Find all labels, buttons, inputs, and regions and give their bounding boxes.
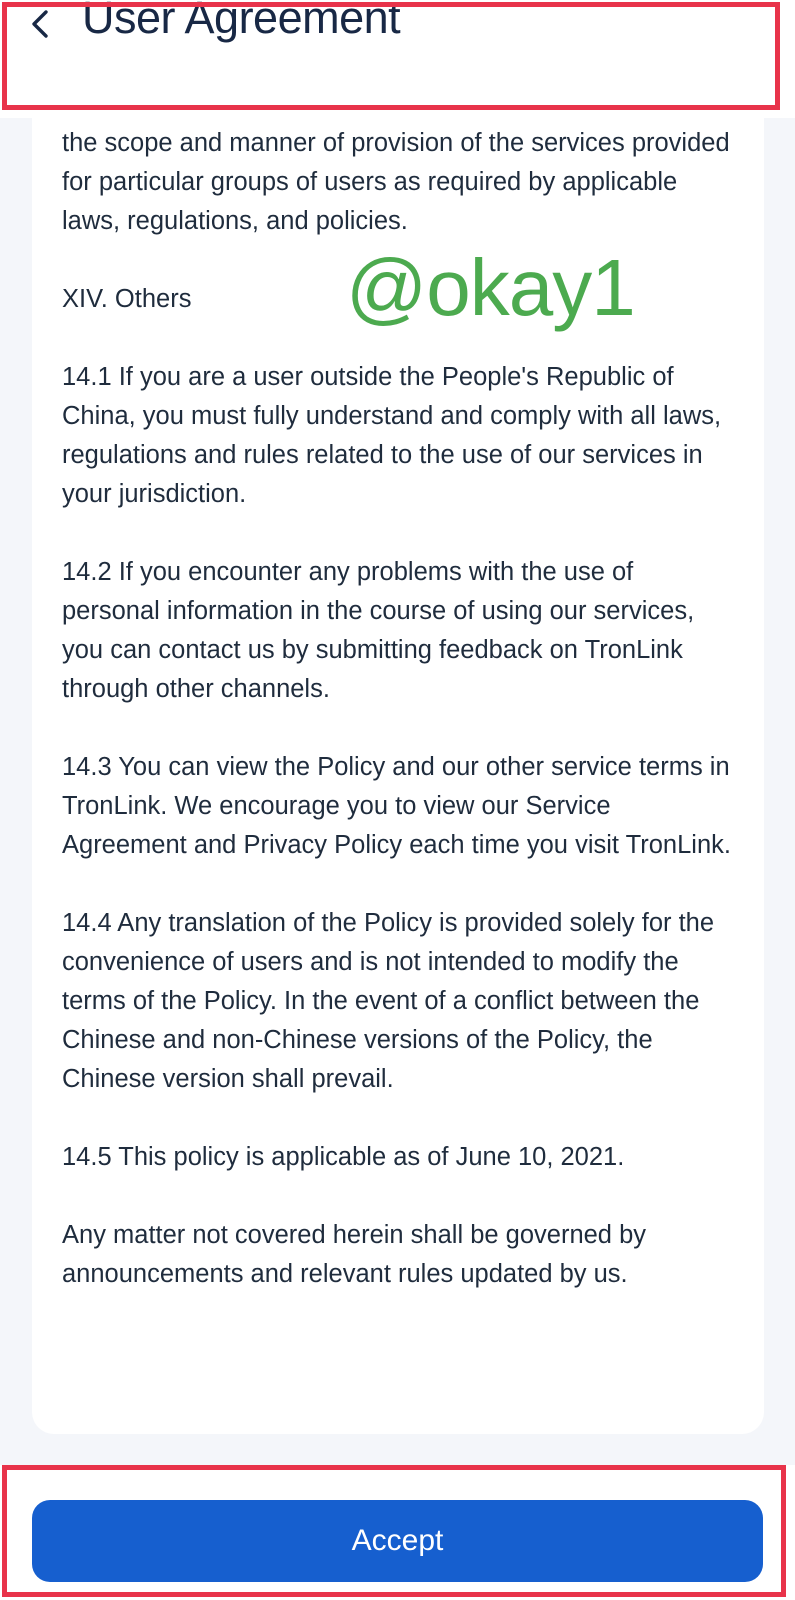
accept-button[interactable]: Accept (32, 1500, 763, 1582)
agreement-paragraph: Any matter not covered herein shall be governed by announcements and relevant rules updated by us. (62, 1221, 647, 1288)
section-heading: XIV. Others (62, 285, 192, 313)
agreement-paragraph: 14.2 If you encounter any problems with the use of personal information in the course of using our services, you can contact us by submitting feedback on TronLink through other channels. (62, 558, 695, 703)
page-title: User Agreement (82, 0, 401, 43)
agreement-paragraph: the scope and manner of provision of the services provided for particular groups of users as required by applicable laws, regulations, and policies. (62, 129, 730, 235)
agreement-paragraph: 14.4 Any translation of the Policy is provided solely for the convenience of users and is not intended to modify the terms of the Policy. In the event of a conflict between the Chinese and non-Chinese versions of the Policy, the Chinese version shall prevail. (62, 909, 715, 1093)
header-highlight-frame (2, 2, 780, 110)
agreement-paragraph: 14.1 If you are a user outside the People's Republic of China, you must fully understand and comply with all laws, regulations and rules related to the use of our services in your jurisdiction. (62, 363, 722, 508)
watermark-text: @okay1 (346, 243, 635, 332)
agreement-paragraph: 14.3 You can view the Policy and our other service terms in TronLink. We encourage you to view our Service Agreement and Privacy Policy each time you visit TronLink. (62, 753, 731, 859)
agreement-paragraph: 14.5 This policy is applicable as of June 10, 2021. (62, 1143, 625, 1171)
